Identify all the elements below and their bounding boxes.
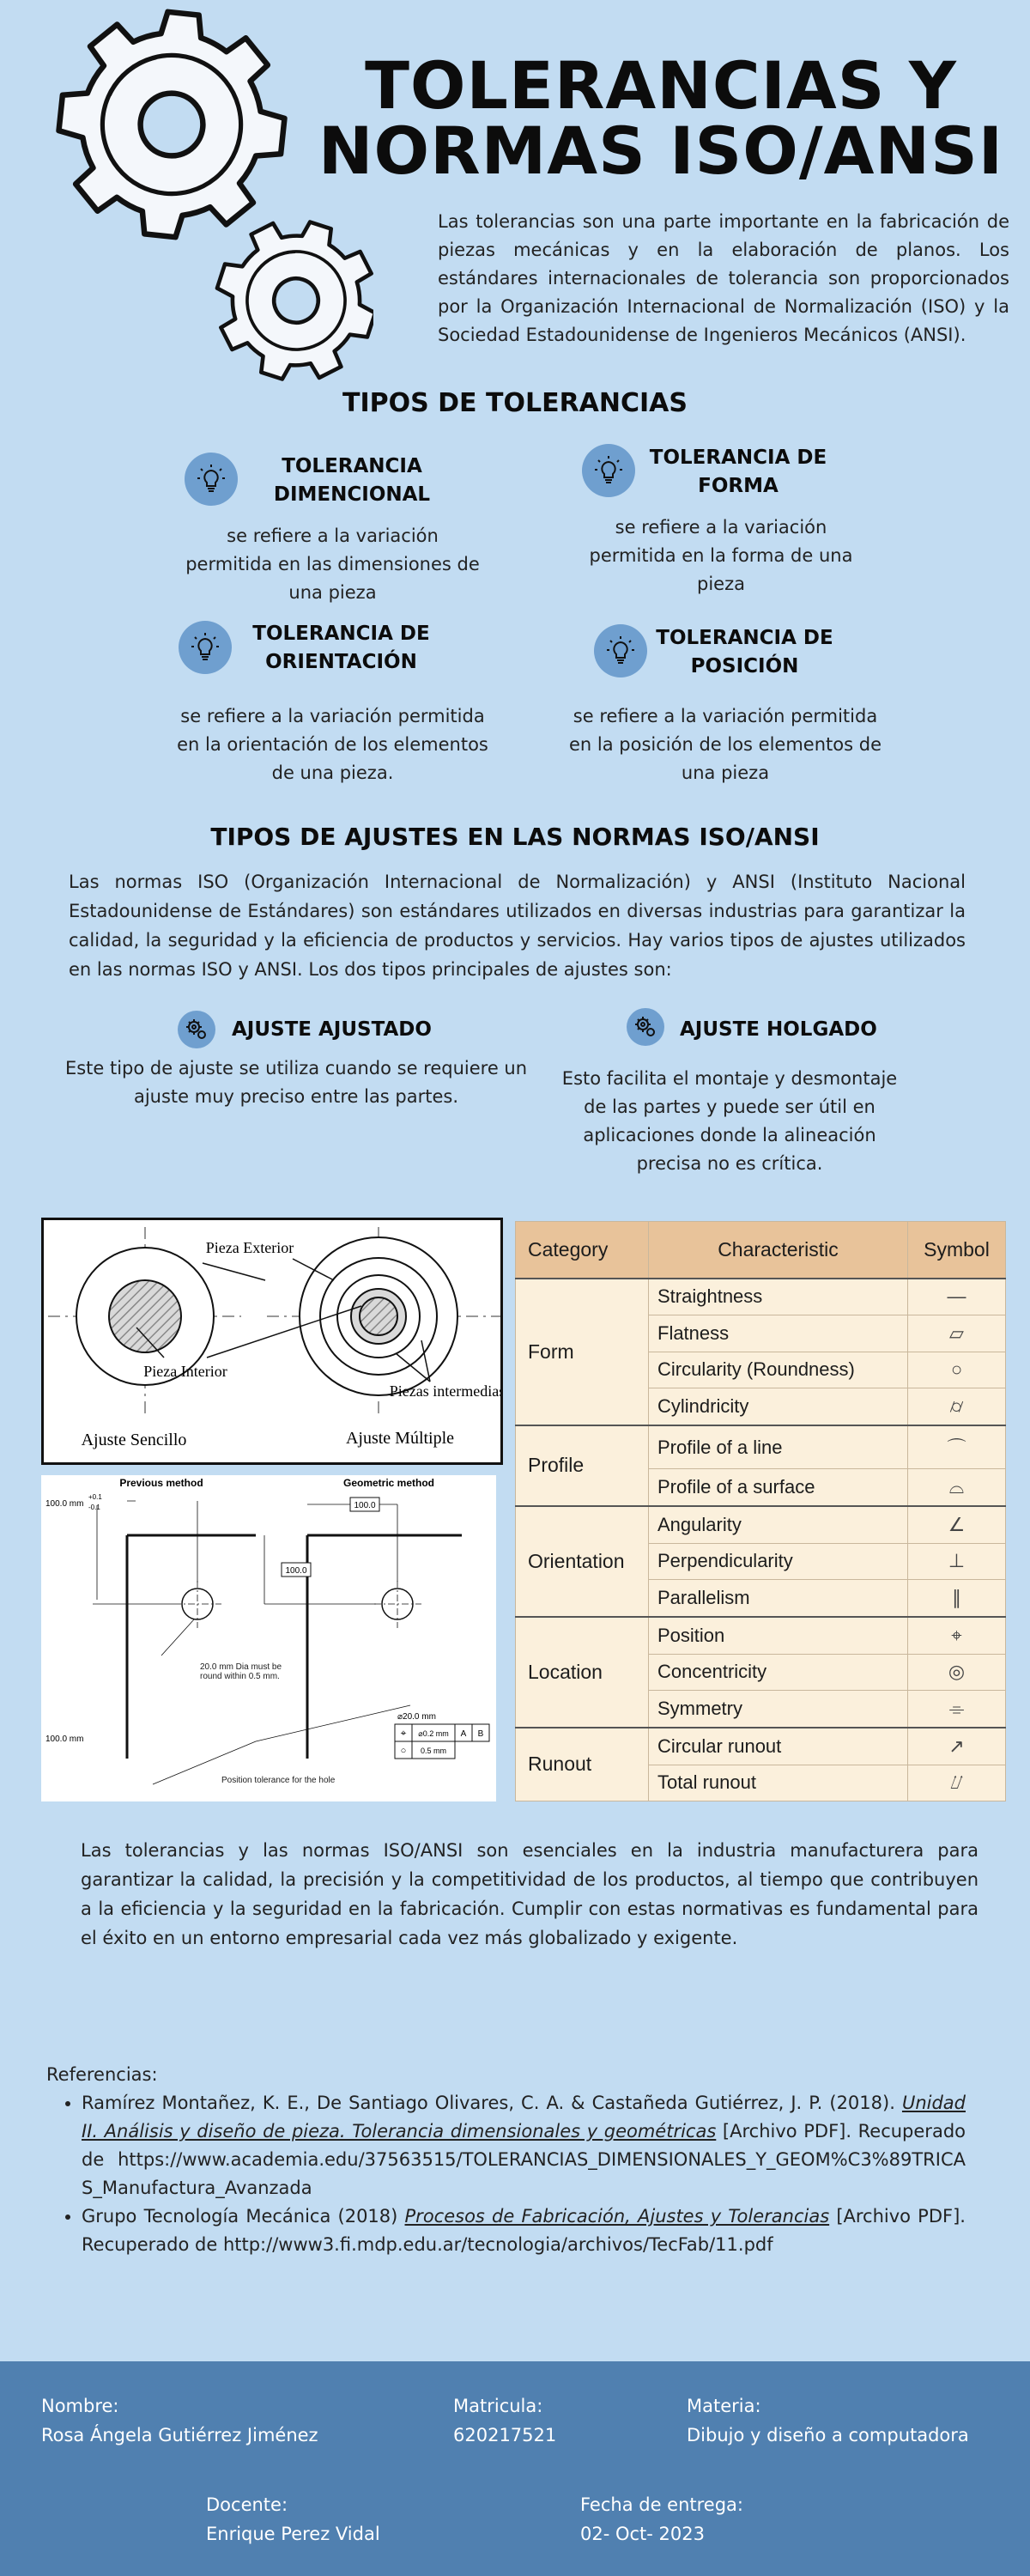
table-row: [516, 1728, 1006, 1765]
materia-value: Dibujo y diseño a computadora: [687, 2425, 969, 2445]
table-header-characteristic: Characteristic: [649, 1222, 908, 1279]
table-cell-category: Orientation: [516, 1506, 649, 1617]
box2-label: 100.0: [285, 1566, 307, 1576]
tolerance-form-desc: se refiere a la variación permitida en la forma de una pieza: [589, 517, 853, 594]
table-cell-category: Profile: [516, 1425, 649, 1506]
fit-tight-title: AJUSTE AJUSTADO: [232, 1018, 432, 1041]
previous-method-label: Previous method: [119, 1477, 203, 1489]
lightbulb-icon: [594, 624, 647, 677]
table-cell-characteristic: Angularity: [649, 1506, 908, 1543]
table-cell-characteristic: Cylindricity: [649, 1388, 908, 1425]
fc2-label: 0.5 mm: [420, 1747, 447, 1755]
round-note: 20.0 mm Dia must be round within 0.5 mm.: [200, 1662, 282, 1681]
position-note: Position tolerance for the hole: [221, 1776, 336, 1785]
label-pieza-interior: Pieza Interior: [143, 1363, 227, 1380]
intro-paragraph: Las tolerancias son una parte importante en la fabricación de piezas mecánicas y en la elaboración de planos. Los estándares internacionales de tolerancia son proporcionados por la Organización Internacional de Normalización (ISO) y la Sociedad Estadounidense de Ingenieros Mecánicos (ANSI).: [438, 211, 1009, 345]
nombre-label: Nombre:: [41, 2396, 119, 2416]
label-pieza-exterior: Pieza Exterior: [205, 1239, 294, 1256]
references-label: Referencias:: [46, 2064, 158, 2085]
table-cell-symbol: ↗: [908, 1728, 1006, 1765]
box1-label: 100.0: [354, 1501, 376, 1510]
table-cell-symbol: ⌯: [908, 1691, 1006, 1728]
matricula-label: Matricula:: [453, 2396, 543, 2416]
table-cell-characteristic: Total runout: [649, 1765, 908, 1801]
table-cell-characteristic: Profile of a line: [649, 1425, 908, 1469]
methods-drawing: [41, 1475, 496, 1801]
table-row: [516, 1617, 1006, 1654]
gdt-symbol-table: [515, 1221, 1006, 1801]
table-cell-characteristic: Flatness: [649, 1315, 908, 1352]
table-cell-category: Form: [516, 1279, 649, 1425]
reference-link[interactable]: Procesos de Fabricación, Ajustes y Tolerancias: [404, 2206, 830, 2227]
tolerance-form-title: TOLERANCIA DE FORMA: [649, 447, 827, 497]
gears-small-icon: [627, 1008, 664, 1046]
table-cell-category: Runout: [516, 1728, 649, 1801]
page-title: [300, 47, 1021, 189]
matricula-value: 620217521: [453, 2425, 557, 2445]
fits-heading: TIPOS DE AJUSTES EN LAS NORMAS ISO/ANSI: [210, 823, 820, 851]
label-ajuste-sencillo: Ajuste Sencillo: [81, 1431, 187, 1449]
lightbulb-icon: [179, 621, 232, 674]
table-cell-symbol: ▱: [908, 1315, 1006, 1352]
fecha-label: Fecha de entrega:: [580, 2494, 744, 2515]
footer: [0, 2361, 1030, 2576]
tolerance-dimensional-desc: se refiere a la variación permitida en las dimensiones de una pieza: [185, 526, 480, 603]
position-symbol: ⌖: [400, 1727, 407, 1739]
table-cell-symbol: ⌰: [908, 1765, 1006, 1801]
conclusion-paragraph: Las tolerancias y las normas ISO/ANSI son esenciales en la industria manufacturera para garantizar la calidad, la precisión y la competitividad de los productos, al tiempo que contribuyen a la eficiencia y la seguridad en la fabricación. Cumplir con estas normativas es fundamental para el éxito en un entorno empresarial cada vez más globalizado y exigente.: [81, 1840, 978, 1948]
label-ajuste-multiple: Ajuste Múltiple: [345, 1429, 455, 1448]
dim1-label: 100.0 mm: [45, 1499, 84, 1509]
gears-small-icon: [178, 1011, 215, 1048]
table-cell-symbol: ◎: [908, 1654, 1006, 1690]
table-cell-symbol: ⌒: [908, 1425, 1006, 1469]
table-cell-characteristic: Symmetry: [649, 1691, 908, 1728]
fc1-label: ⌀0.2 mm: [418, 1729, 449, 1738]
reference-item: • Ramírez Montañez, K. E., De Santiago Olivares, C. A. & Castañeda Gutiérrez, J. P. (2018). Unidad II. Análisis y diseño de pieza. Tolerancia dimensionales y geométricas [Archivo PDF]. Recuperado de https://www.academia.edu/37563515/TOLERANCIAS_DIMENSIONALES_Y_GEOM%C3%89TRICAS_Manufactura_Avanzada: [82, 2089, 966, 2202]
circularity-symbol: ○: [400, 1746, 407, 1756]
table-cell-symbol: ⌓: [908, 1469, 1006, 1506]
table-cell-symbol: ⌭: [908, 1388, 1006, 1425]
title-line-2: NORMAS ISO/ANSI: [318, 112, 1004, 189]
docente-label: Docente:: [206, 2494, 288, 2515]
table-cell-symbol: ∠: [908, 1506, 1006, 1543]
tolerance-position-desc: se refiere a la variación permitida en la posición de los elementos de una pieza: [569, 706, 882, 783]
fit-loose-title: AJUSTE HOLGADO: [680, 1018, 877, 1041]
title-line-1: TOLERANCIAS Y: [365, 47, 957, 124]
table-cell-characteristic: Straightness: [649, 1279, 908, 1315]
materia-label: Materia:: [687, 2396, 761, 2416]
table-cell-symbol: ○: [908, 1352, 1006, 1388]
label-piezas-intermedias: Piezas intermedias: [389, 1382, 500, 1400]
table-cell-characteristic: Parallelism: [649, 1580, 908, 1617]
fcA-label: A: [460, 1729, 467, 1739]
fits-intro: Las normas ISO (Organización Internacional de Normalización) y ANSI (Instituto Nacional Estadounidense de Estándares) son estándares utilizados en diversas industrias para garantizar la calidad, la seguridad y la eficiencia de productos y servicios. Hay varios tipos de ajustes utilizados en las normas ISO y ANSI. Los dos tipos principales de ajustes son:: [69, 872, 966, 980]
geometric-method-label: Geometric method: [342, 1477, 435, 1489]
table-cell-symbol: —: [908, 1279, 1006, 1315]
tolerance-position-title: TOLERANCIA DE POSICIÓN: [656, 627, 833, 677]
tol1a-label: +0.1: [88, 1493, 102, 1501]
references-list: [82, 2089, 966, 2259]
table-cell-symbol: ⊥: [908, 1543, 1006, 1579]
table-cell-characteristic: Profile of a surface: [649, 1469, 908, 1506]
fcB-label: B: [477, 1729, 484, 1739]
table-cell-characteristic: Circularity (Roundness): [649, 1352, 908, 1388]
fecha-value: 02- Oct- 2023: [580, 2524, 705, 2544]
tol1b-label: -0.1: [88, 1504, 100, 1511]
fit-loose-desc: Esto facilita el montaje y desmontaje de las partes y puede ser útil en aplicaciones donde la alineación precisa no es crítica.: [561, 1068, 898, 1174]
lightbulb-icon: [185, 453, 238, 506]
table-row: [516, 1506, 1006, 1543]
dia-label: ⌀20.0 mm: [397, 1712, 436, 1722]
tolerance-dimensional-title: TOLERANCIA DIMENCIONAL: [273, 455, 431, 506]
reference-item: • Grupo Tecnología Mecánica (2018) Procesos de Fabricación, Ajustes y Tolerancias [Archivo PDF]. Recuperado de http://www3.fi.mdp.edu.ar/tecnologia/archivos/TecFab/11.pdf: [82, 2202, 966, 2259]
table-cell-characteristic: Position: [649, 1617, 908, 1654]
table-row: [516, 1425, 1006, 1469]
fit-tight-desc: Este tipo de ajuste se utiliza cuando se requiere un ajuste muy preciso entre las partes.: [64, 1058, 528, 1107]
tolerance-orientation-desc: se refiere a la variación permitida en la orientación de los elementos de una pieza.: [177, 706, 488, 783]
reference-link[interactable]: Unidad II. Análisis y diseño de pieza. Tolerancia dimensionales y geométricas: [82, 2093, 966, 2142]
dim2-label: 100.0 mm: [45, 1735, 84, 1744]
tolerances-heading: TIPOS DE TOLERANCIAS: [342, 388, 688, 418]
table-cell-symbol: ⌖: [908, 1617, 1006, 1654]
table-cell-characteristic: Perpendicularity: [649, 1543, 908, 1579]
table-cell-characteristic: Concentricity: [649, 1654, 908, 1690]
lightbulb-icon: [582, 444, 635, 497]
table-header-symbol: Symbol: [908, 1222, 1006, 1279]
nombre-value: Rosa Ángela Gutiérrez Jiménez: [41, 2425, 318, 2445]
docente-value: Enrique Perez Vidal: [206, 2524, 380, 2544]
table-header-category: Category: [516, 1222, 649, 1279]
table-cell-symbol: ∥: [908, 1580, 1006, 1617]
table-cell-category: Location: [516, 1617, 649, 1728]
fits-diagram: [41, 1218, 503, 1465]
table-cell-characteristic: Circular runout: [649, 1728, 908, 1765]
tolerance-orientation-title: TOLERANCIA DE ORIENTACIÓN: [252, 623, 430, 673]
table-row: [516, 1279, 1006, 1315]
